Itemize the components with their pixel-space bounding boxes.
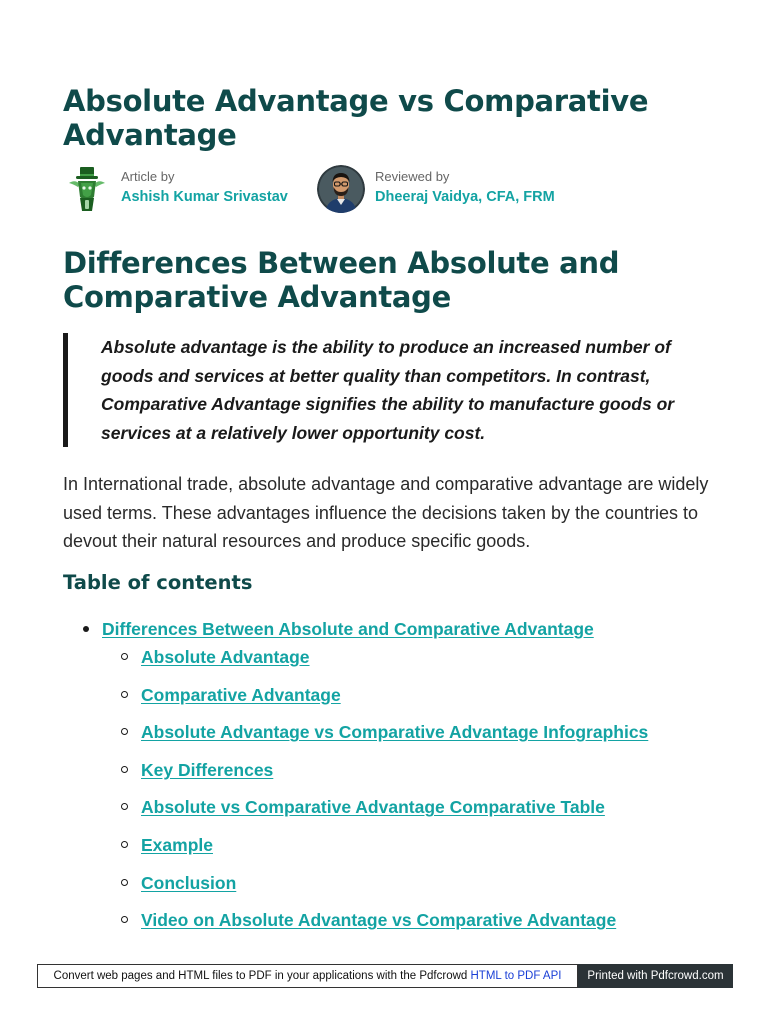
toc-link-comparative-advantage[interactable]: Comparative Advantage (141, 684, 341, 705)
toc-sublist (63, 643, 713, 944)
toc-link-conclusion[interactable]: Conclusion (141, 872, 237, 893)
intro-paragraph: In International trade, absolute advantage and comparative advantage are widely used terms. These advantages influence the decisions taken by the countries to devout their natural resources and produce specific goods. (63, 474, 709, 551)
byline (63, 165, 713, 213)
toc-link-absolute-advantage[interactable]: Absolute Advantage (141, 647, 310, 667)
toc-item-differences (63, 615, 713, 643)
toc-item-infographics (63, 718, 713, 756)
toc-item-video (63, 906, 713, 944)
table-of-contents (63, 615, 713, 944)
toc-item-absolute-advantage (63, 643, 713, 681)
footer-badge[interactable]: Printed with Pdfcrowd.com (578, 964, 733, 988)
author-block (63, 165, 288, 213)
reviewer-block (317, 165, 555, 213)
toc-link-key-differences[interactable]: Key Differences (141, 759, 274, 780)
toc-item-comparative-table (63, 793, 713, 831)
mascot-icon[interactable] (63, 165, 111, 213)
toc-link-example[interactable]: Example (141, 834, 213, 855)
quote-text: Absolute advantage is the ability to produce an increased number of goods and services at better quality than competitors. In contrast, Comparative Advantage signifies the ability to manufacture goods or services at a relatively lower opportunity cost. (101, 337, 675, 444)
section-heading: Differences Between Absolute and Comparative Advantage (63, 246, 620, 314)
reviewer-text (375, 169, 555, 209)
footer-text: Convert web pages and HTML files to PDF in your applications with the Pdfcrowd (53, 970, 468, 982)
toc-item-example (63, 831, 713, 869)
toc-title: Table of contents (63, 571, 253, 594)
page-title: Absolute Advantage vs Comparative Advantage (63, 84, 649, 152)
pdfcrowd-footer (37, 964, 733, 988)
definition-quote (63, 333, 713, 447)
footer-notice (37, 964, 578, 988)
toc-link-differences[interactable]: Differences Between Absolute and Comparative Advantage (102, 619, 594, 639)
toc-item-conclusion (63, 869, 713, 907)
toc-link-comparative-table[interactable]: Absolute vs Comparative Advantage Comparative Table (141, 797, 605, 818)
footer-api-link[interactable]: HTML to PDF API (470, 970, 562, 982)
reviewer-role: Reviewed by (375, 169, 450, 184)
author-name-link[interactable]: Ashish Kumar Srivastav (121, 189, 288, 205)
reviewer-photo[interactable] (317, 165, 365, 213)
author-role: Article by (121, 169, 175, 184)
reviewer-name-link[interactable]: Dheeraj Vaidya, CFA, FRM (375, 189, 555, 205)
toc-item-key-differences (63, 756, 713, 794)
toc-sublist-container (63, 643, 713, 944)
author-text (121, 169, 288, 209)
toc-link-infographics[interactable]: Absolute Advantage vs Comparative Advantage Infographics (141, 722, 649, 743)
toc-link-video[interactable]: Video on Absolute Advantage vs Comparative Advantage (141, 910, 617, 931)
toc-item-comparative-advantage (63, 681, 713, 719)
